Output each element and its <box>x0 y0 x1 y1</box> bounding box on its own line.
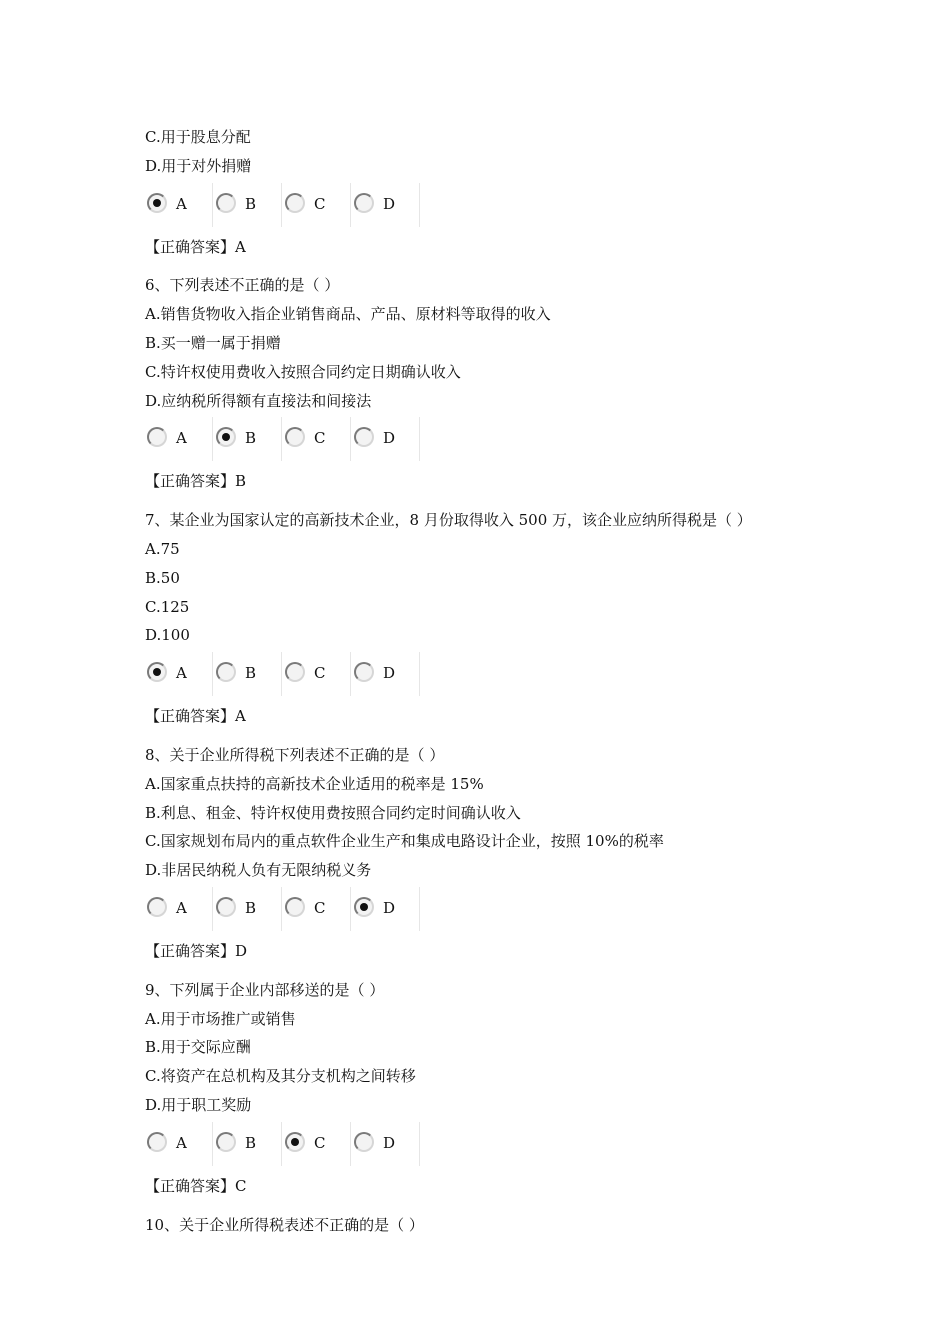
choice-option-d[interactable] <box>352 887 420 931</box>
radio-unchecked-icon[interactable] <box>285 897 305 917</box>
choice-label: C <box>314 194 326 213</box>
answer-choices <box>145 887 415 931</box>
option-text: B.利息、租金、特许权使用费按照合同约定时间确认收入 <box>145 803 521 822</box>
option-text: B.用于交际应酬 <box>145 1038 251 1057</box>
choice-label: A <box>176 664 187 683</box>
choice-label: D <box>383 1133 396 1152</box>
option-text: A.用于市场推广或销售 <box>145 1009 296 1028</box>
choice-label: B <box>245 664 257 683</box>
choice-divider <box>212 1122 213 1166</box>
question-text: 9、下列属于企业内部移送的是（ ） <box>145 980 385 999</box>
question-text: 8、关于企业所得税下列表述不正确的是（ ） <box>145 746 445 764</box>
option-text: C.特许权使用费收入按照合同约定日期确认收入 <box>145 362 461 381</box>
choice-option-b[interactable] <box>214 183 282 227</box>
answer-line: 【正确答案】A <box>145 707 246 726</box>
radio-checked-icon[interactable] <box>147 193 167 213</box>
choice-label: B <box>245 429 257 448</box>
answer-choices <box>145 1122 415 1166</box>
choice-divider <box>281 183 282 227</box>
choice-option-b[interactable] <box>214 652 282 696</box>
option-text: D.非居民纳税人负有无限纳税义务 <box>145 861 372 880</box>
choice-divider <box>281 652 282 696</box>
option-text: A.销售货物收入指企业销售商品、产品、原材料等取得的收入 <box>145 305 551 324</box>
radio-unchecked-icon[interactable] <box>147 427 167 447</box>
radio-unchecked-icon[interactable] <box>354 662 374 682</box>
answer-line: 【正确答案】D <box>145 942 248 960</box>
radio-checked-icon[interactable] <box>147 662 167 682</box>
choice-divider <box>281 417 282 461</box>
option-text: C.国家规划布局内的重点软件企业生产和集成电路设计企业，按照 10%的税率 <box>145 832 664 851</box>
radio-unchecked-icon[interactable] <box>285 427 305 447</box>
question-text: 6、下列表述不正确的是（ ） <box>145 276 340 295</box>
choice-label: A <box>176 1133 187 1152</box>
choice-label: C <box>314 664 326 683</box>
radio-unchecked-icon[interactable] <box>285 193 305 213</box>
option-text: A.75 <box>145 540 180 558</box>
choice-divider <box>350 1122 351 1166</box>
choice-label: D <box>383 429 396 448</box>
answer-choices <box>145 183 415 227</box>
radio-unchecked-icon[interactable] <box>285 662 305 682</box>
choice-label: D <box>383 664 396 683</box>
question-text: 10、关于企业所得税表述不正确的是（ ） <box>145 1215 424 1234</box>
choice-label: D <box>383 194 396 213</box>
radio-unchecked-icon[interactable] <box>354 427 374 447</box>
choice-divider <box>419 887 420 931</box>
choice-option-b[interactable] <box>214 887 282 931</box>
choice-divider <box>281 1122 282 1166</box>
answer-line: 【正确答案】A <box>145 237 246 256</box>
option-text: D.100 <box>145 626 190 645</box>
choice-option-c[interactable] <box>283 887 351 931</box>
choice-option-c[interactable] <box>283 183 351 227</box>
radio-unchecked-icon[interactable] <box>147 1132 167 1152</box>
choice-option-a[interactable] <box>145 1122 213 1166</box>
option-text: C.用于股息分配 <box>145 128 251 146</box>
choice-divider <box>350 887 351 931</box>
choice-label: C <box>314 429 326 448</box>
answer-choices <box>145 417 415 461</box>
choice-divider <box>350 183 351 227</box>
radio-unchecked-icon[interactable] <box>147 897 167 917</box>
question-text: 7、某企业为国家认定的高新技术企业，8 月份取得收入 500 万，该企业应纳所得税是（ ） <box>145 511 752 530</box>
choice-option-c[interactable] <box>283 417 351 461</box>
choice-option-d[interactable] <box>352 183 420 227</box>
radio-unchecked-icon[interactable] <box>354 1132 374 1152</box>
answer-choices <box>145 652 415 696</box>
choice-label: C <box>314 899 326 917</box>
choice-option-a[interactable] <box>145 417 213 461</box>
choice-divider <box>212 183 213 227</box>
choice-label: A <box>176 899 187 917</box>
choice-label: B <box>245 899 257 917</box>
choice-divider <box>350 652 351 696</box>
choice-option-d[interactable] <box>352 1122 420 1166</box>
answer-line: 【正确答案】B <box>145 472 247 491</box>
option-text: C.将资产在总机构及其分支机构之间转移 <box>145 1067 416 1086</box>
option-text: B.买一赠一属于捐赠 <box>145 334 281 352</box>
choice-option-c[interactable] <box>283 1122 351 1166</box>
choice-option-d[interactable] <box>352 417 420 461</box>
choice-divider <box>281 887 282 931</box>
option-text: D.应纳税所得额有直接法和间接法 <box>145 391 372 410</box>
choice-option-b[interactable] <box>214 1122 282 1166</box>
choice-option-a[interactable] <box>145 183 213 227</box>
radio-checked-icon[interactable] <box>354 897 374 917</box>
choice-option-b[interactable] <box>214 417 282 461</box>
choice-divider <box>419 652 420 696</box>
option-text: A.国家重点扶持的高新技术企业适用的税率是 15% <box>145 774 484 793</box>
choice-divider <box>419 417 420 461</box>
choice-label: A <box>176 429 187 448</box>
option-text: D.用于对外捐赠 <box>145 156 252 175</box>
radio-checked-icon[interactable] <box>216 427 236 447</box>
choice-label: D <box>383 899 396 917</box>
radio-checked-icon[interactable] <box>285 1132 305 1152</box>
choice-label: B <box>245 194 257 213</box>
choice-divider <box>419 1122 420 1166</box>
option-text: B.50 <box>145 568 180 587</box>
option-text: C.125 <box>145 597 190 616</box>
choice-label: C <box>314 1133 326 1152</box>
radio-unchecked-icon[interactable] <box>216 897 236 917</box>
choice-label: B <box>245 1133 257 1152</box>
choice-divider <box>419 183 420 227</box>
choice-divider <box>212 652 213 696</box>
choice-option-a[interactable] <box>145 652 213 696</box>
choice-option-a[interactable] <box>145 887 213 931</box>
choice-divider <box>350 417 351 461</box>
choice-divider <box>212 887 213 931</box>
choice-option-d[interactable] <box>352 652 420 696</box>
option-text: D.用于职工奖励 <box>145 1096 252 1114</box>
radio-unchecked-icon[interactable] <box>216 1132 236 1152</box>
choice-option-c[interactable] <box>283 652 351 696</box>
choice-divider <box>212 417 213 461</box>
choice-label: A <box>176 194 187 213</box>
answer-line: 【正确答案】C <box>145 1176 247 1195</box>
radio-unchecked-icon[interactable] <box>216 193 236 213</box>
radio-unchecked-icon[interactable] <box>354 193 374 213</box>
radio-unchecked-icon[interactable] <box>216 662 236 682</box>
